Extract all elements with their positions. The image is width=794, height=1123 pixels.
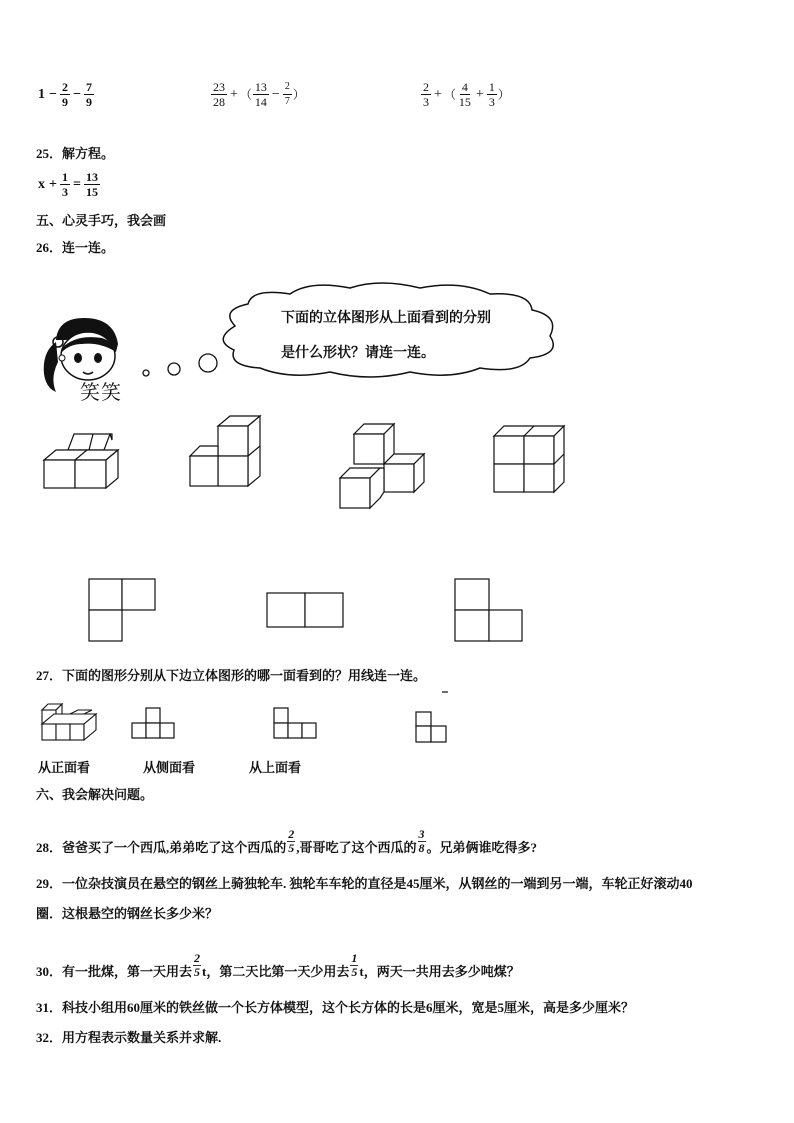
q27-view-3	[414, 690, 450, 746]
q25-title: 25．解方程。	[36, 146, 115, 161]
solid-figure-2	[188, 412, 268, 492]
fraction: $\frac{1}{3}$	[488, 80, 495, 109]
solid-figure-1	[42, 430, 132, 494]
fraction: $\frac{4}{15}$	[458, 80, 471, 109]
fraction: $\frac{7}{9}$	[85, 80, 92, 109]
top-view-shape-2	[266, 592, 348, 630]
bubble-text-line-2: 是什么形状？请连一连。	[281, 346, 435, 361]
q28-text: 28．爸爸买了一个西瓜,弟弟吃了这个西瓜的 $\frac{2}{5}$ ,哥哥吃了这个西瓜的 $\frac{3}{8}$ 。兄弟俩谁吃得多?	[36, 827, 538, 855]
fraction: $\frac{23}{28}$	[213, 80, 225, 109]
fraction: $\frac{13}{15}$	[85, 170, 98, 199]
q27-label-side: 从侧面看	[143, 760, 196, 775]
q31-text: 31．科技小组用60厘米的铁丝做一个长方体模型，这个长方体的长是6厘米，宽是5厘米，高是多少厘米？	[36, 1000, 635, 1015]
q32-text: 32．用方程表示数量关系并求解.	[36, 1030, 222, 1045]
fraction: $\frac{2}{3}$	[423, 80, 429, 109]
solid-figure-3	[338, 422, 430, 512]
top-view-shape-3	[454, 578, 526, 644]
q27-label-front: 从正面看	[38, 760, 91, 775]
q27-view-2	[272, 706, 320, 742]
q27-title: 27．下面的图形分别从下边立体图形的哪一面看到的？用线连一连。	[36, 668, 427, 683]
fraction: $\frac{2}{5}$	[288, 827, 295, 855]
solid-figure-4	[492, 424, 568, 496]
section-5-heading: 五、心灵手巧，我会画	[36, 213, 167, 228]
calc-expr-3: $\frac{2}{3}$ + （ $\frac{4}{15}$ + $\frac{1}{3}$ ）	[423, 80, 510, 109]
fraction: $\frac{2}{5}$	[194, 951, 201, 979]
calc-expr-1: 1 − $\frac{2}{9}$ − $\frac{7}{9}$	[38, 80, 92, 109]
fraction: $\frac{2}{9}$	[61, 80, 68, 109]
fraction: $\frac{1}{3}$	[61, 170, 68, 199]
top-view-shape-1	[88, 578, 158, 644]
q25-equation: x + $\frac{1}{3}$ = $\frac{13}{15}$	[38, 170, 98, 199]
fraction: $\frac{2}{7}$	[284, 81, 290, 107]
calc-expr-2: $\frac{23}{28}$ + （ $\frac{13}{14}$ − $\frac{2}{7}$ ）	[213, 80, 305, 109]
q27-solid	[40, 700, 102, 744]
girl-name: 笑笑	[80, 380, 122, 404]
q30-text: 30．有一批煤，第一天用去 $\frac{2}{5}$ t，第二天比第一天少用去 $\frac{1}{5}$ t，两天一共用去多少吨煤？	[36, 951, 520, 979]
thought-bubble	[140, 280, 580, 380]
fraction: $\frac{3}{8}$	[418, 827, 425, 855]
q29-line-2: 圈．这根悬空的钢丝长多少米？	[36, 906, 219, 921]
q27-label-top: 从上面看	[249, 760, 302, 775]
fraction: $\frac{13}{14}$	[254, 80, 267, 109]
q27-view-1	[130, 706, 178, 742]
section-6-heading: 六、我会解决问题。	[36, 787, 154, 802]
fraction: $\frac{1}{5}$	[351, 951, 358, 979]
bubble-text-line-1: 下面的立体图形从上面看到的分别	[281, 311, 491, 326]
q26-title: 26．连一连。	[36, 240, 115, 255]
q29-line-1: 29．一位杂技演员在悬空的钢丝上骑独轮车. 独轮车车轮的直径是45厘米，从钢丝的一端到另一端，车轮正好滚动40	[36, 876, 693, 891]
